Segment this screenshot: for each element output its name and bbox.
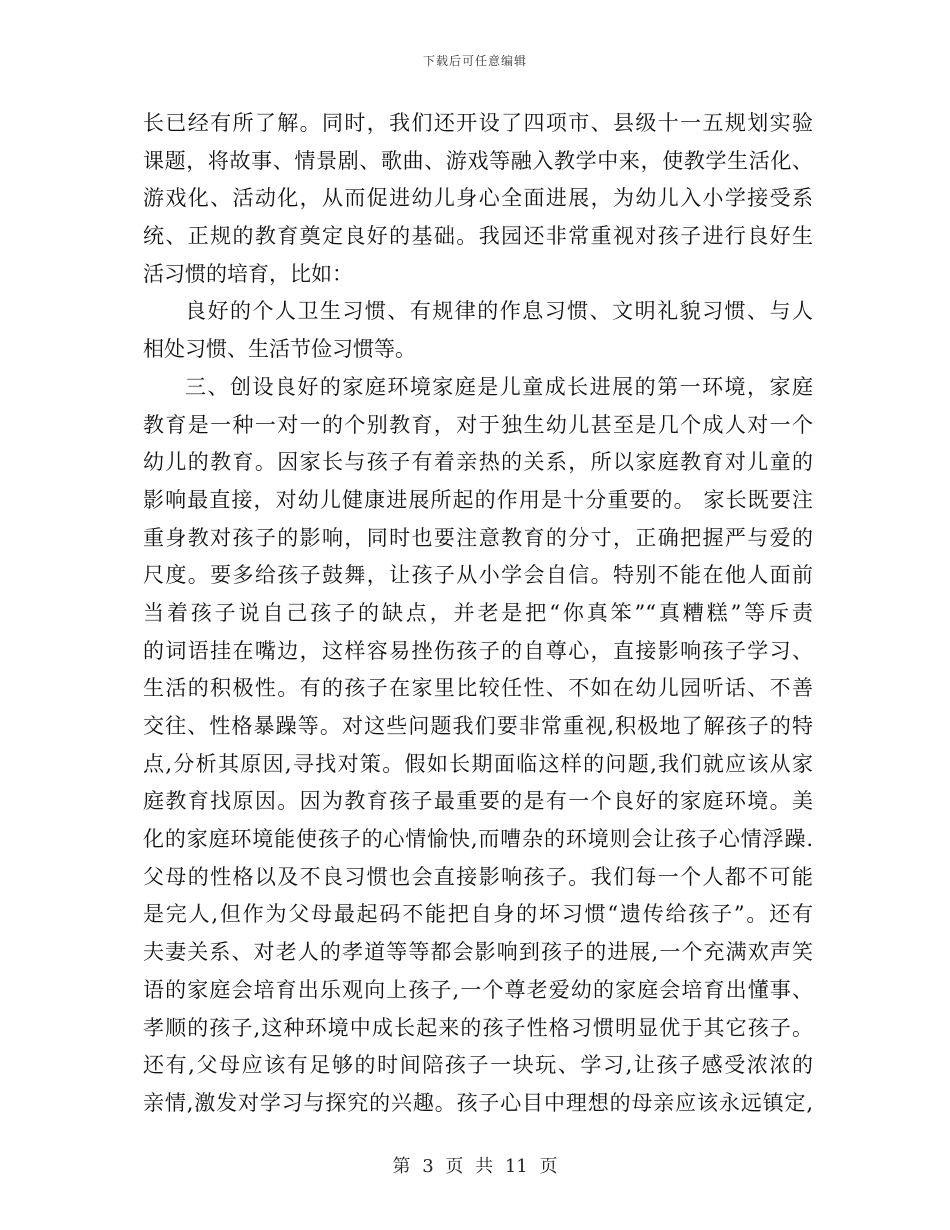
text-line: 还有,父母应该有足够的时间陪孩子一块玩、学习,让孩子感受浓浓的: [143, 1053, 813, 1078]
text-line: 影响最直接，对幼儿健康进展所起的作用是十分重要的。 家长既要注: [143, 487, 813, 512]
text-line: 孝顺的孩子,这种环境中成长起来的孩子性格习惯明显优于其它孩子。: [143, 1015, 813, 1040]
text-line: 语的家庭会培育出乐观向上孩子,一个尊老爱幼的家庭会培育出懂事、: [143, 977, 813, 1002]
text-line: 父母的性格以及不良习惯也会直接影响孩子。我们每一个人都不可能: [143, 864, 813, 889]
text-line: 当着孩子说自己孩子的缺点，并老是把“你真笨”“真糟糕”等斥责: [143, 600, 813, 625]
text-line: 长已经有所了解。同时，我们还开设了四项市、县级十一五规划实验: [143, 111, 813, 135]
document-body: [143, 105, 813, 1123]
text-line: 游戏化、活动化，从而促进幼儿身心全面进展，为幼儿入小学接受系: [143, 186, 813, 211]
text-line: 生活的积极性。有的孩子在家里比较任性、不如在幼儿园听话、不善: [143, 676, 813, 701]
text-line: 亲情,激发对学习与探究的兴趣。孩子心目中理想的母亲应该永远镇定,: [143, 1090, 813, 1115]
text-line: 统、正规的教育奠定良好的基础。我园还非常重视对孩子进行良好生: [143, 224, 813, 249]
text-line: 重身教对孩子的影响，同时也要注意教育的分寸，正确把握严与爱的: [143, 525, 813, 550]
text-line: 是完人,但作为父母最起码不能把自身的坏习惯“遗传给孩子”。还有: [143, 902, 813, 927]
page-header: 下载后可任意编辑: [422, 54, 527, 68]
text-line: 教育是一种一对一的个别教育，对于独生幼儿甚至是几个成人对一个: [143, 412, 813, 437]
text-line: 的词语挂在嘴边，这样容易挫伤孩子的自尊心，直接影响孩子学习、: [143, 638, 813, 663]
text-line: 夫妻关系、对老人的孝道等等都会影响到孩子的进展,一个充满欢声笑: [143, 940, 813, 965]
text-line: 点,分析其原因,寻找对策。假如长期面临这样的问题,我们就应该从家: [143, 751, 813, 776]
text-line: 交往、性格暴躁等。对这些问题我们要非常重视,积极地了解孩子的特: [143, 714, 813, 738]
text-line: 庭教育找原因。因为教育孩子最重要的是有一个良好的家庭环境。美: [143, 789, 813, 814]
text-line: 活习惯的培育，比如：: [143, 261, 353, 286]
text-line: 尺度。要多给孩子鼓舞，让孩子从小学会自信。特别不能在他人面前: [143, 563, 813, 588]
text-line: 相处习惯、生活节俭习惯等。: [143, 337, 416, 362]
text-line: 幼儿的教育。因家长与孩子有着亲热的关系，所以家庭教育对儿童的: [143, 450, 813, 475]
text-line: 良好的个人卫生习惯、有规律的作息习惯、文明礼貌习惯、与人: [185, 299, 813, 324]
page-number-footer: 第 3 页 共 11 页: [392, 1156, 558, 1177]
text-line: 三、创设良好的家庭环境家庭是儿童成长进展的第一环境，家庭: [185, 374, 813, 399]
text-line: 课题，将故事、情景剧、歌曲、游戏等融入教学中来，使教学生活化、: [143, 148, 813, 173]
text-line: 化的家庭环境能使孩子的心情愉快,而嘈杂的环境则会让孩子心情浮躁.: [143, 827, 813, 852]
